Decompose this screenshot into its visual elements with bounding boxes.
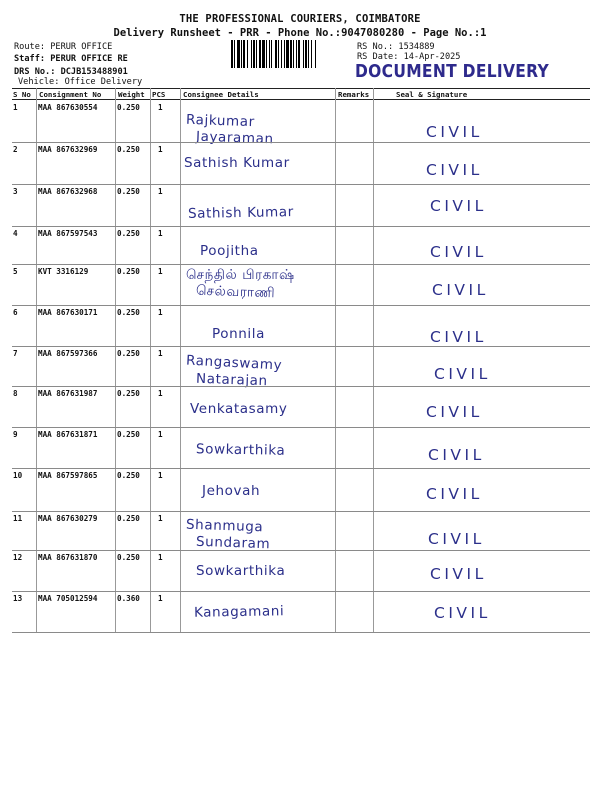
row-weight: 0.250 [117,187,140,196]
row-consignee-handwriting: Rangaswamy [185,352,283,374]
row-consignment-number: KVT 3316129 [38,267,89,276]
table-header-border [12,99,590,100]
col-header-pcs: PCS [152,90,166,99]
row-sno: 9 [13,430,18,439]
row-sno: 1 [13,103,18,112]
row-divider [12,264,590,265]
row-consignee-handwriting: Jehovah [202,483,261,499]
row-seal-signature: CIVIL [430,328,487,346]
barcode-image [230,40,352,68]
col-header-weight: Weight [118,90,145,99]
row-seal-signature: CIVIL [430,197,487,215]
rs-date: RS Date: 14-Apr-2025 [357,52,461,62]
row-pcs: 1 [158,308,163,317]
row-consignee-handwriting: Venkatasamy [190,401,288,417]
row-sno: 8 [13,389,18,398]
row-pcs: 1 [158,514,163,523]
row-sno: 10 [13,471,23,480]
route-label: Route: PERUR OFFICE [14,42,113,52]
row-divider [12,550,590,551]
row-divider [12,305,590,306]
row-consignee-handwriting: Sowkarthika [195,441,286,459]
row-seal-signature: CIVIL [428,446,485,464]
row-weight: 0.360 [117,594,140,603]
row-consignment-number: MAA 867630554 [38,103,98,112]
column-divider [150,88,151,633]
row-consignee-handwriting: Rajkumar [185,111,256,131]
row-seal-signature: CIVIL [434,604,491,622]
row-pcs: 1 [158,594,163,603]
row-seal-signature: CIVIL [426,485,483,503]
row-consignment-number: MAA 867631987 [38,389,98,398]
row-consignee-handwriting: Shanmuga [185,516,264,536]
row-weight: 0.250 [117,145,140,154]
row-weight: 0.250 [117,471,140,480]
col-header-consignee: Consignee Details [183,90,259,99]
row-weight: 0.250 [117,103,140,112]
table-top-border [12,88,590,89]
row-weight: 0.250 [117,553,140,562]
row-consignee-handwriting: செந்தில் பிரகாஷ் [186,267,295,283]
row-seal-signature: CIVIL [434,365,491,383]
row-consignee-handwriting: Natarajan [195,370,269,390]
row-consignment-number: MAA 867631870 [38,553,98,562]
row-consignee-handwriting: Ponnila [212,326,266,342]
row-pcs: 1 [158,103,163,112]
row-pcs: 1 [158,187,163,196]
row-consignee-handwriting: Kanagamani [193,603,285,621]
row-consignment-number: MAA 867630171 [38,308,98,317]
row-sno: 5 [13,267,18,276]
row-sno: 3 [13,187,18,196]
row-seal-signature: CIVIL [430,565,487,583]
row-divider [12,427,590,428]
col-header-seal-signature: Seal & Signature [396,90,468,99]
row-weight: 0.250 [117,229,140,238]
row-divider [12,184,590,185]
row-seal-signature: CIVIL [432,281,489,299]
vehicle-label: Vehicle: Office Delivery [18,77,143,87]
row-pcs: 1 [158,553,163,562]
row-seal-signature: CIVIL [428,530,485,548]
row-sno: 12 [13,553,23,562]
row-consignee-handwriting: Sathish Kumar [184,155,290,171]
company-name: THE PROFESSIONAL COURIERS, COIMBATORE [179,13,421,25]
row-weight: 0.250 [117,514,140,523]
row-consignment-number: MAA 705012594 [38,594,98,603]
row-consignee-handwriting: Poojitha [200,243,259,259]
row-divider [12,226,590,227]
row-pcs: 1 [158,229,163,238]
row-divider [12,468,590,469]
row-sno: 11 [13,514,23,523]
row-consignee-handwriting: Sathish Kumar [187,204,294,222]
row-divider [12,346,590,347]
row-divider [12,632,590,633]
row-consignment-number: MAA 867632969 [38,145,98,154]
row-consignment-number: MAA 867631871 [38,430,98,439]
row-consignment-number: MAA 867597543 [38,229,98,238]
row-divider [12,511,590,512]
row-sno: 2 [13,145,18,154]
rs-number: RS No.: 1534889 [357,42,435,52]
row-consignee-handwriting: செல்வராணி [195,282,276,302]
row-pcs: 1 [158,267,163,276]
row-seal-signature: CIVIL [430,243,487,261]
row-sno: 7 [13,349,18,358]
row-consignment-number: MAA 867630279 [38,514,98,523]
row-pcs: 1 [158,471,163,480]
row-sno: 6 [13,308,18,317]
row-divider [12,386,590,387]
row-weight: 0.250 [117,430,140,439]
document-delivery-stamp: DOCUMENT DELIVERY [355,61,550,82]
row-consignment-number: MAA 867632968 [38,187,98,196]
row-sno: 13 [13,594,23,603]
column-divider [115,88,116,633]
row-consignee-handwriting: Sowkarthika [196,563,286,579]
row-divider [12,591,590,592]
runsheet-title: Delivery Runsheet - PRR - Phone No.:9047080280 - Page No.:1 [113,27,487,39]
row-sno: 4 [13,229,18,238]
row-weight: 0.250 [117,389,140,398]
row-weight: 0.250 [117,349,140,358]
column-divider [36,88,37,633]
drs-number: DRS No.: DCJB153488901 [14,67,128,77]
row-pcs: 1 [158,430,163,439]
row-consignment-number: MAA 867597865 [38,471,98,480]
row-weight: 0.250 [117,267,140,276]
col-header-consignment: Consignment No [39,90,102,99]
row-weight: 0.250 [117,308,140,317]
column-divider [335,88,336,633]
row-seal-signature: CIVIL [426,161,483,179]
col-header-sno: S No [13,90,31,99]
row-seal-signature: CIVIL [426,123,483,141]
row-pcs: 1 [158,389,163,398]
row-seal-signature: CIVIL [426,403,483,421]
row-consignee-handwriting: Sundaram [195,533,271,553]
column-divider [180,88,181,633]
staff-label: Staff: PERUR OFFICE RE [14,54,128,64]
row-pcs: 1 [158,349,163,358]
row-consignment-number: MAA 867597366 [38,349,98,358]
column-divider [373,88,374,633]
row-pcs: 1 [158,145,163,154]
row-divider [12,142,590,143]
col-header-remarks: Remarks [338,90,370,99]
row-consignee-handwriting: Jayaraman [195,128,274,148]
